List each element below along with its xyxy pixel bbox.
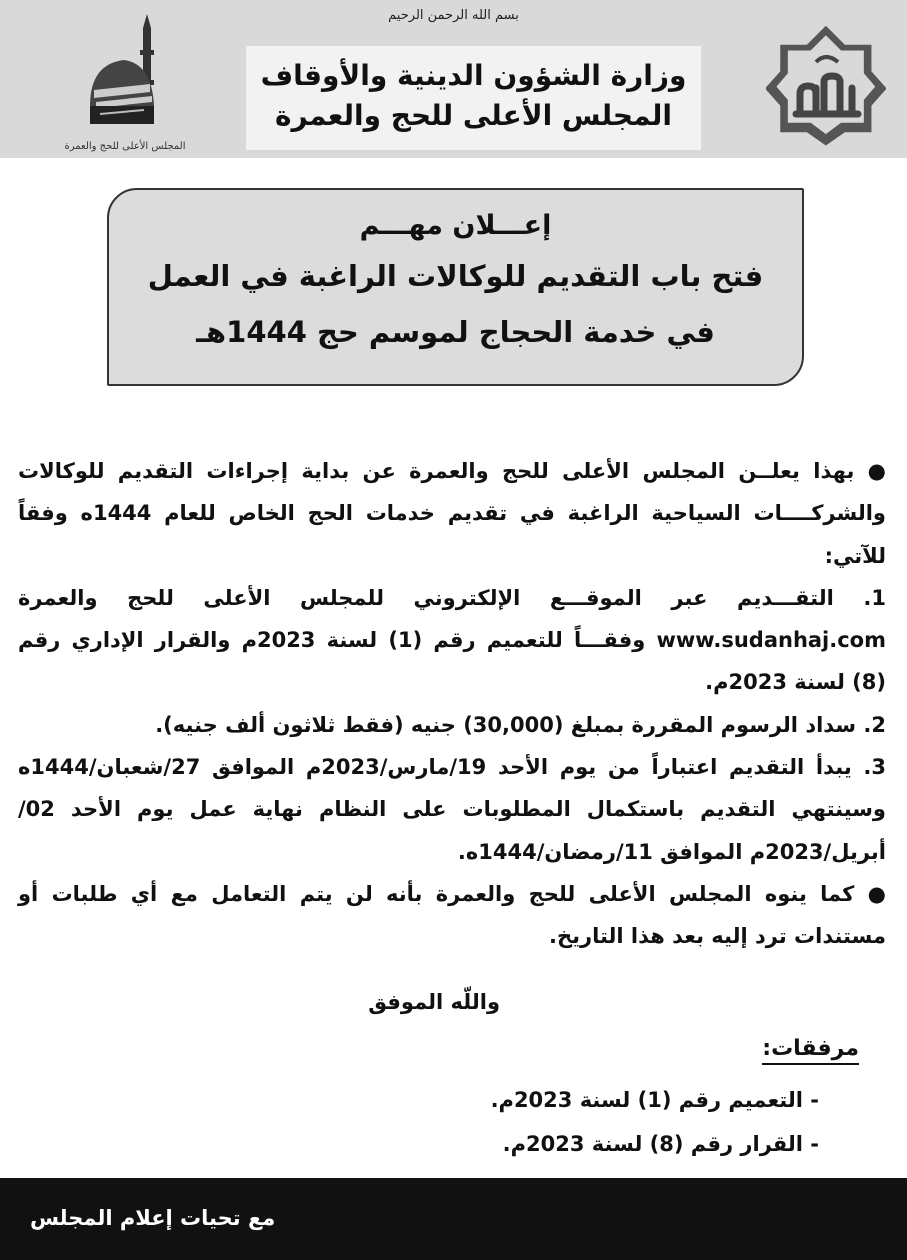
announcement-line-2: في خدمة الحجاج لموسم حج 1444هـ bbox=[196, 315, 715, 349]
council-name: المجلس الأعلى للحج والعمرة bbox=[275, 99, 672, 132]
footer-signature: مع تحيات إعلام المجلس bbox=[30, 1206, 276, 1230]
council-logo bbox=[40, 10, 210, 156]
page-footer bbox=[0, 1178, 907, 1260]
attachments-list bbox=[491, 1078, 819, 1166]
ministry-name: وزارة الشؤون الدينية والأوقاف bbox=[260, 59, 687, 92]
step-1: 1. التقـــديم عبر الموقـــع الإلكتروني للمجلس الأعلى للحج والعمرة www.sudanhaj.com وفقـــاً للتعميم رقم (1) لسنة 2023م والقرار الإداري رقم (8) لسنة 2023م. bbox=[18, 585, 886, 695]
attachments-label: مرفقات: bbox=[762, 1036, 859, 1065]
step-3: 3. يبدأ التقديم اعتباراً من يوم الأحد 19/مارس/2023م الموافق 27/شعبان/1444ه وسينتهي التقديم باستكمال المطلوبات على النظام نهاية عمل يوم الأحد 02/أبريل/2023م الموافق 11/رمضان/1444ه. bbox=[18, 755, 887, 864]
kaaba-minaret-icon bbox=[40, 10, 210, 140]
notice-paragraph: ● كما ينوه المجلس الأعلى للحج والعمرة بأنه لن يتم التعامل مع أي طلبات أو مستندات ترد إليه بعد هذا التاريخ. bbox=[18, 881, 886, 949]
announcement-title: إعـــلان مهـــم bbox=[359, 210, 552, 241]
ministry-title-box bbox=[246, 46, 701, 150]
attachment-item: - التعميم رقم (1) لسنة 2023م. bbox=[490, 1088, 819, 1112]
logo-caption: المجلس الأعلى للحج والعمرة bbox=[64, 141, 186, 152]
ministry-logo bbox=[766, 22, 886, 152]
attachment-item: - القرار رقم (8) لسنة 2023م. bbox=[502, 1132, 819, 1156]
closing-phrase: واللّه الموفق bbox=[368, 990, 500, 1014]
step-2: 2. سداد الرسوم المقررة بمبلغ (30,000) جنيه (فقط ثلاثون ألف جنيه). bbox=[155, 712, 886, 737]
announcement-body bbox=[18, 450, 886, 958]
octagram-emblem-icon bbox=[766, 22, 886, 152]
basmala: بسم الله الرحمن الرحيم bbox=[388, 8, 519, 23]
announcement-box bbox=[107, 188, 804, 386]
page-header bbox=[0, 0, 907, 158]
intro-paragraph: ● بهذا يعلــن المجلس الأعلى للحج والعمرة عن بداية إجراءات التقديم للوكالات والشركــــات السياحية الراغبة في تقديم خدمات الحج الخاص للعام 1444ه وفقاً للآتي: bbox=[18, 459, 886, 568]
announcement-line-1: فتح باب التقديم للوكالات الراغبة في العمل bbox=[147, 259, 764, 293]
